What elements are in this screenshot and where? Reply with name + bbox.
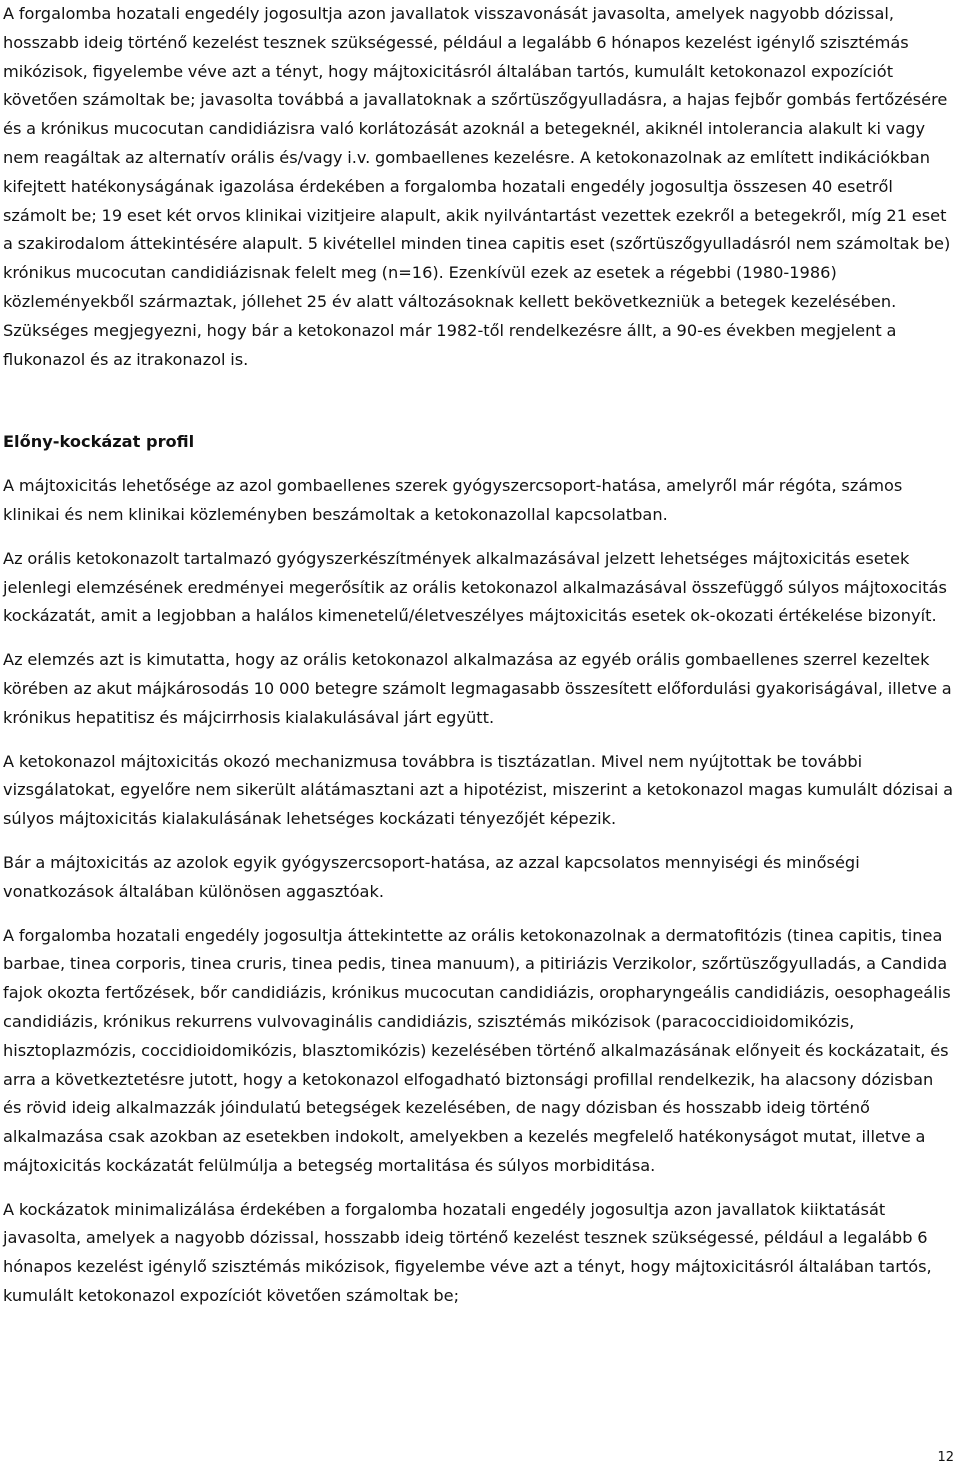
paragraph: A kockázatok minimalizálása érdekében a forgalomba hozatali engedély jogosultja azon javallatok kiiktatását javasolta, amelyek a nagyobb dózissal, hosszabb ideig történő kezelést tesznek szükségessé, például a legalább 6 hónapos kezelést igénylő szisztémás mikózisok, figyelembe véve azt a tényt, hogy májtoxicitásról általában tartós, kumulált ketokonazol expozíciót követően számoltak be; xyxy=(3,1199,932,1306)
spacer xyxy=(3,374,955,428)
spacer xyxy=(3,733,955,748)
document-page xyxy=(3,0,955,1311)
spacer xyxy=(3,457,955,472)
paragraph: A forgalomba hozatali engedély jogosultja áttekintette az orális ketokonazolnak a dermatofitózis (tinea capitis, tinea barbae, tinea corporis, tinea cruris, tinea pedis, tinea manuum), a pitiriázis Verzikolor, szőrtüszőgyulladás, a Candida fajok okozta fertőzések, bőr candidiázis, krónikus mucocutan candidiázis, oropharyngeális candidiázis, oesophageális candidiázis, krónikus rekurrens vulvovaginális candidiázis, szisztémás mikózisok (paracoccidioidomikózis, hisztoplazmózis, coccidioidomikózis, blasztomikózis) kezelésében történő alkalmazásának előnyeit és kockázatait, és arra a következtetésre jutott, hogy a ketokonazol elfogadható biztonsági profillal rendelkezik, ha alacsony dózisban és rövid ideig alkalmazzák jóindulatú betegségek kezelésében, de nagy dózisban és hosszabb ideig történő alkalmazása csak azokban az esetekben indokolt, amelyekben a kezelés megfelelő hatékonyságot mutat, illetve a májtoxicitás kockázatát felülmúlja a betegség mortalitása és súlyos morbiditása. xyxy=(3,925,951,1175)
page-number: 12 xyxy=(937,1450,954,1465)
paragraph-intro: A forgalomba hozatali engedély jogosultja azon javallatok visszavonását javasolta, amelyek nagyobb dózissal, hosszabb ideig történő kezelést tesznek szükségessé, például a legalább 6 hónapos kezelést igénylő szisztémás mikózisok, figyelembe véve azt a tényt, hogy májtoxicitásról általában tartós, kumulált ketokonazol expozíciót követően számoltak be; javasolta továbbá a javallatoknak a szőrtüszőgyulladásra, a hajas fejbőr gombás fertőzésére és a krónikus mucocutan candidiázisra való korlátozását azoknál a betegeknél, akiknél intolerancia alakult ki vagy nem reagáltak az alternatív orális és/vagy i.v. gombaellenes kezelésre. A ketokonazolnak az említett indikációkban kifejtett hatékonyságának igazolása érdekében a forgalomba hozatali engedély jogosultja összesen 40 esetről számolt be; 19 eset két orvos klinikai vizitjeire alapult, akik nyilvántartást vezettek ezekről a betegekről, míg 21 eset a szakirodalom áttekintésére alapult. 5 kivétellel minden tinea capitis eset (szőrtüszőgyulladásról nem számoltak be) krónikus mucocutan candidiázisnak felelt meg (n=16). Ezenkívül ezek az esetek a régebbi (1980-1986) közleményekből származtak, jóllehet 25 év alatt változásoknak kellett bekövetkezniük a betegek kezelésében. Szükséges megjegyezni, hogy bár a ketokonazol már 1982-től rendelkezésre állt, a 90-es években megjelent a flukonazol és az itrakonazol is. xyxy=(3,4,951,369)
paragraph: Bár a májtoxicitás az azolok egyik gyógyszercsoport-hatása, az azzal kapcsolatos mennyiségi és minőségi vonatkozások általában különösen aggasztóak. xyxy=(3,852,860,901)
spacer xyxy=(3,834,955,849)
paragraph: A májtoxicitás lehetősége az azol gombaellenes szerek gyógyszercsoport-hatása, amelyről már régóta, számos klinikai és nem klinikai közleményben beszámoltak a ketokonazollal kapcsolatban. xyxy=(3,476,903,524)
paragraph: Az elemzés azt is kimutatta, hogy az orális ketokonazol alkalmazása az egyéb orális gombaellenes szerrel kezeltek körében az akut májkárosodás 10 000 betegre számolt legmagasabb összesített előfordulási gyakoriságával, illetve a krónikus hepatitisz és májcirrhosis kialakulásával járt együtt. xyxy=(3,650,952,727)
spacer xyxy=(3,530,955,545)
spacer xyxy=(3,631,955,646)
spacer xyxy=(3,907,955,922)
paragraph: A ketokonazol májtoxicitás okozó mechanizmusa továbbra is tisztázatlan. Mivel nem nyújtottak be további vizsgálatokat, egyelőre nem sikerült alátámasztani azt a hipotézist, miszerint a ketokonazol magas kumulált dózisai a súlyos májtoxicitás kialakulásának lehetséges kockázati tényezőjét képezik. xyxy=(3,751,954,829)
spacer xyxy=(3,1181,955,1196)
section-heading: Előny-kockázat profil xyxy=(3,432,195,452)
paragraph: Az orális ketokonazolt tartalmazó gyógyszerkészítmények alkalmazásával jelzett lehetséges májtoxicitás esetek jelenlegi elemzésének eredményei megerősítik az orális ketokonazol alkalmazásával összefüggő súlyos májtoxocitás kockázatát, amit a legjobban a halálos kimenetelű/életveszélyes májtoxicitás esetek ok-okozati értékelése bizonyít. xyxy=(3,548,947,626)
